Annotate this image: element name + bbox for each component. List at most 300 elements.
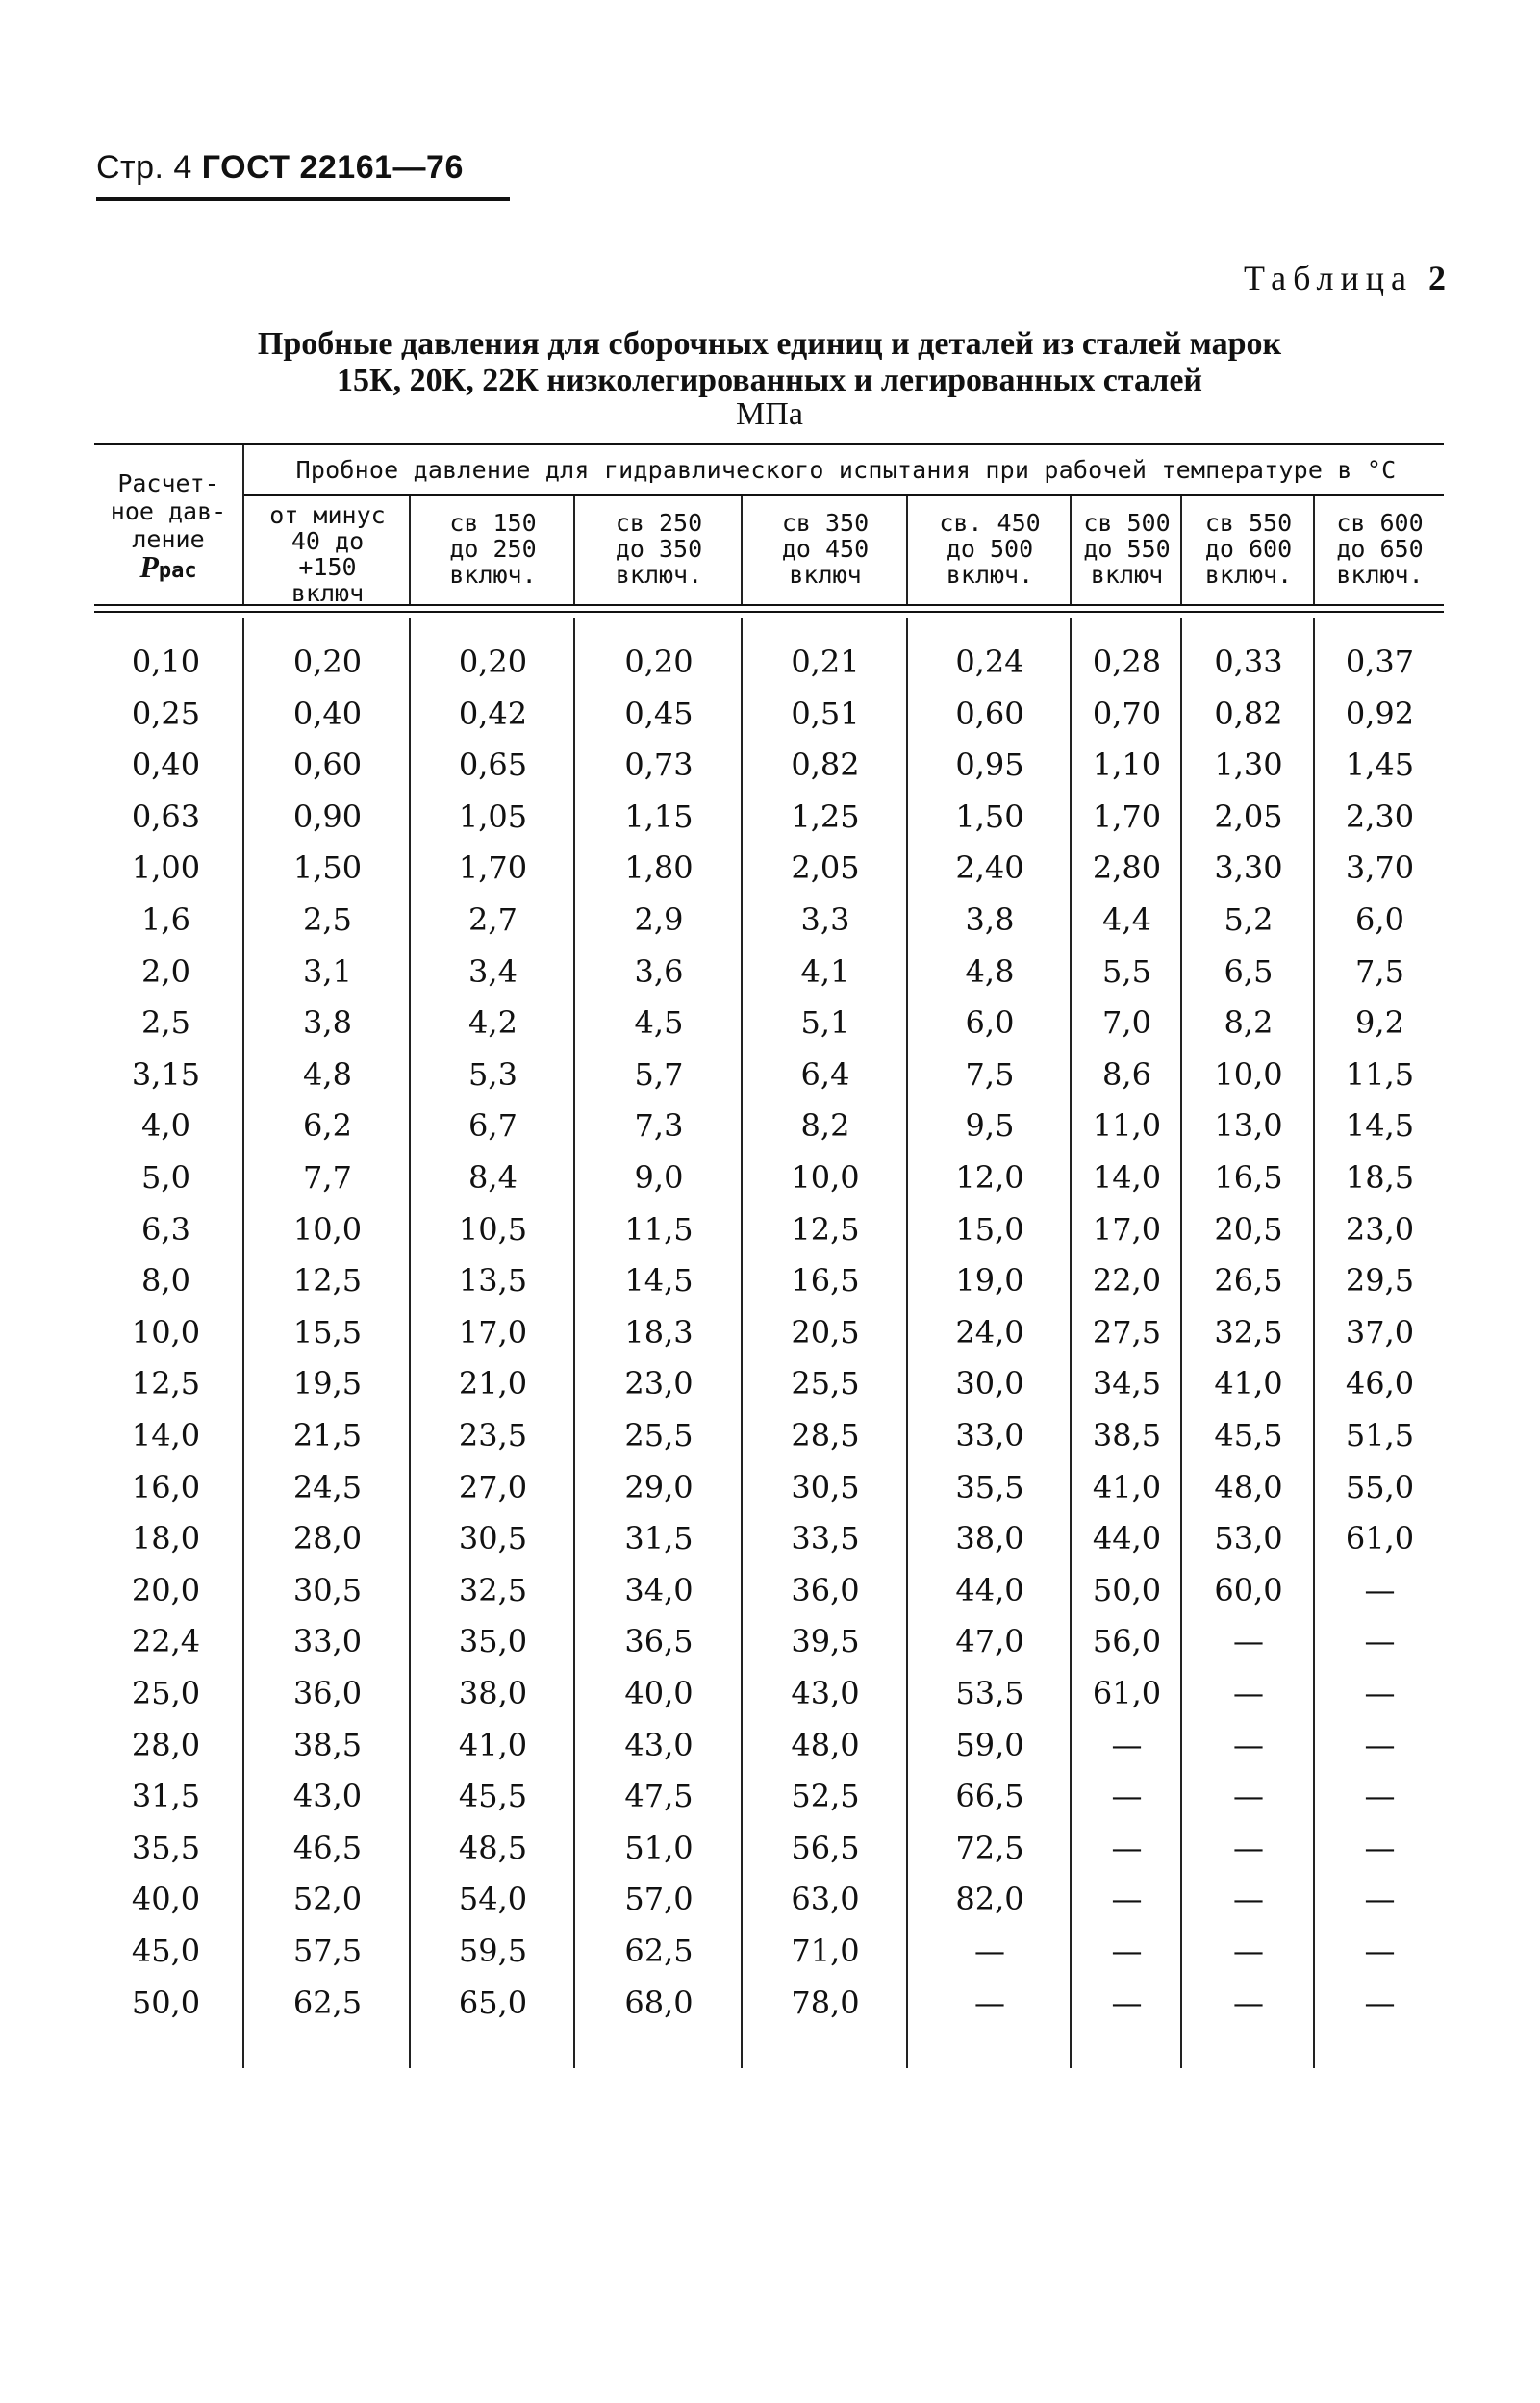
test-pressure-cell: 65,0 <box>458 1985 528 2021</box>
test-pressure-cell: — <box>1233 1985 1264 2021</box>
column-header-line: включ. <box>449 561 537 589</box>
column-divider-body <box>906 618 908 2068</box>
test-pressure-cell: 18,3 <box>624 1314 694 1351</box>
test-pressure-cell: 4,8 <box>965 953 1015 990</box>
test-pressure-cell: 50,0 <box>1092 1572 1162 1608</box>
test-pressure-cell: 31,5 <box>624 1520 694 1556</box>
test-pressure-cell: 0,90 <box>292 798 363 835</box>
test-pressure-cell: — <box>1111 1830 1143 1866</box>
column-header-line: включ <box>1090 561 1164 589</box>
test-pressure-cell: 38,5 <box>1092 1417 1162 1454</box>
test-pressure-cell: 14,5 <box>624 1262 694 1299</box>
test-pressure-cell: 9,2 <box>1355 1004 1404 1041</box>
test-pressure-cell: 7,5 <box>1355 953 1404 990</box>
test-pressure-cell: — <box>1233 1727 1264 1763</box>
table-top-rule <box>94 443 1444 445</box>
test-pressure-cell: 29,5 <box>1345 1262 1415 1299</box>
test-pressure-cell: 0,21 <box>791 644 860 680</box>
test-pressure-cell: 0,65 <box>458 746 528 783</box>
design-pressure-cell: 45,0 <box>131 1933 201 1969</box>
test-pressure-cell: 38,5 <box>292 1727 363 1763</box>
test-pressure-cell: 0,28 <box>1092 644 1162 680</box>
test-pressure-cell: 43,0 <box>791 1675 860 1711</box>
column-header-line: включ <box>290 579 365 607</box>
test-pressure-cell: — <box>1111 1881 1143 1917</box>
test-pressure-cell: 0,82 <box>791 746 860 783</box>
test-pressure-cell: 6,2 <box>303 1107 352 1144</box>
test-pressure-cell: 20,5 <box>1214 1211 1283 1248</box>
test-pressure-cell: 3,70 <box>1345 849 1415 886</box>
test-pressure-cell: 17,0 <box>1092 1211 1162 1248</box>
column-header-line: св 600 <box>1336 509 1424 537</box>
test-pressure-cell: 47,0 <box>955 1623 1024 1659</box>
test-pressure-cell: 25,5 <box>624 1417 694 1454</box>
test-pressure-cell: 2,7 <box>468 901 518 938</box>
first-col-line3: ление <box>132 525 205 553</box>
test-pressure-cell: 1,10 <box>1092 746 1162 783</box>
design-pressure-cell: 40,0 <box>131 1881 201 1917</box>
test-pressure-cell: — <box>974 1985 1005 2021</box>
design-pressure-cell: 14,0 <box>131 1417 201 1454</box>
test-pressure-cell: — <box>1233 1830 1264 1866</box>
test-pressure-cell: 6,5 <box>1224 953 1274 990</box>
design-pressure-cell: 6,3 <box>141 1211 190 1248</box>
test-pressure-cell: 3,8 <box>965 901 1015 938</box>
test-pressure-cell: — <box>1364 1572 1396 1608</box>
test-pressure-cell: 43,0 <box>624 1727 694 1763</box>
test-pressure-cell: 71,0 <box>791 1933 860 1969</box>
test-pressure-cell: 57,5 <box>292 1933 363 1969</box>
test-pressure-cell: 33,5 <box>791 1520 860 1556</box>
design-pressure-cell: 1,6 <box>141 901 190 938</box>
test-pressure-cell: 41,0 <box>458 1727 528 1763</box>
test-pressure-cell: 41,0 <box>1214 1365 1283 1402</box>
column-header-line: 40 до <box>290 527 365 555</box>
design-pressure-cell: 3,15 <box>131 1056 201 1093</box>
test-pressure-cell: 52,0 <box>292 1881 363 1917</box>
column-header <box>1317 510 1443 588</box>
header-divider <box>242 494 1444 496</box>
test-pressure-cell: — <box>1111 1933 1143 1969</box>
design-pressure-cell: 8,0 <box>141 1262 190 1299</box>
test-pressure-cell: 2,40 <box>955 849 1024 886</box>
table-title-line1: Пробные давления для сборочных единиц и деталей из сталей марок <box>257 326 1282 362</box>
test-pressure-cell: 44,0 <box>1092 1520 1162 1556</box>
design-pressure-cell: 35,5 <box>131 1830 201 1866</box>
column-header-line: включ <box>789 561 862 589</box>
test-pressure-cell: 0,51 <box>791 696 860 732</box>
test-pressure-cell: — <box>1364 1830 1396 1866</box>
column-header-line: до 600 <box>1204 535 1293 563</box>
test-pressure-cell: 41,0 <box>1092 1469 1162 1505</box>
column-header-line: до 450 <box>781 535 870 563</box>
test-pressure-cell: 62,5 <box>292 1985 363 2021</box>
test-pressure-cell: 0,82 <box>1214 696 1283 732</box>
test-pressure-cell: 8,2 <box>800 1107 850 1144</box>
test-pressure-cell: 54,0 <box>458 1881 528 1917</box>
test-pressure-cell: — <box>1111 1778 1143 1814</box>
column-divider <box>1180 496 1182 604</box>
test-pressure-cell: 8,2 <box>1224 1004 1274 1041</box>
design-pressure-cell: 4,0 <box>141 1107 190 1144</box>
test-pressure-cell: 15,5 <box>292 1314 363 1351</box>
test-pressure-cell: 0,92 <box>1345 696 1415 732</box>
test-pressure-cell: 3,30 <box>1214 849 1283 886</box>
test-pressure-cell: — <box>1233 1675 1264 1711</box>
test-pressure-cell: 2,9 <box>634 901 684 938</box>
design-pressure-cell: 18,0 <box>131 1520 201 1556</box>
test-pressure-cell: — <box>1233 1933 1264 1969</box>
test-pressure-cell: 10,0 <box>1214 1056 1283 1093</box>
test-pressure-cell: 2,05 <box>791 849 860 886</box>
table-number <box>1244 258 1446 298</box>
test-pressure-cell: 39,5 <box>791 1623 860 1659</box>
design-pressure-cell: 31,5 <box>131 1778 201 1814</box>
test-pressure-cell: 82,0 <box>955 1881 1024 1917</box>
test-pressure-cell: 7,3 <box>634 1107 684 1144</box>
page-number: Стр. 4 <box>96 149 192 186</box>
design-pressure-cell: 22,4 <box>131 1623 201 1659</box>
test-pressure-cell: 34,0 <box>624 1572 694 1608</box>
column-header-line: включ. <box>1336 561 1424 589</box>
test-pressure-cell: 0,20 <box>624 644 694 680</box>
test-pressure-cell: 3,4 <box>468 953 518 990</box>
test-pressure-cell: 5,7 <box>634 1056 684 1093</box>
test-pressure-cell: 1,70 <box>1092 798 1162 835</box>
test-pressure-cell: 1,80 <box>624 849 694 886</box>
test-pressure-cell: 10,5 <box>458 1211 528 1248</box>
pressure-symbol: P <box>139 549 159 584</box>
test-pressure-cell: 11,5 <box>624 1211 694 1248</box>
column-divider-body <box>1070 618 1072 2068</box>
column-header-line: св 350 <box>781 509 870 537</box>
test-pressure-cell: 36,0 <box>292 1675 363 1711</box>
column-divider <box>1070 496 1072 604</box>
test-pressure-cell: 33,0 <box>292 1623 363 1659</box>
column-header-line: св 550 <box>1204 509 1293 537</box>
test-pressure-cell: 43,0 <box>292 1778 363 1814</box>
test-pressure-cell: 0,40 <box>292 696 363 732</box>
test-pressure-cell: 23,5 <box>458 1417 528 1454</box>
design-pressure-cell: 25,0 <box>131 1675 201 1711</box>
column-divider-body <box>242 618 244 2068</box>
test-pressure-cell: 4,8 <box>303 1056 352 1093</box>
column-header-line: св 500 <box>1083 509 1171 537</box>
column-divider <box>409 496 411 604</box>
test-pressure-cell: 13,0 <box>1214 1107 1283 1144</box>
page-header <box>96 149 464 187</box>
test-pressure-cell: 28,5 <box>791 1417 860 1454</box>
test-pressure-cell: — <box>1364 1778 1396 1814</box>
column-divider-body <box>1180 618 1182 2068</box>
test-pressure-cell: 21,0 <box>458 1365 528 1402</box>
test-pressure-cell: 23,0 <box>1345 1211 1415 1248</box>
test-pressure-cell: 1,05 <box>458 798 528 835</box>
test-pressure-cell: 57,0 <box>624 1881 694 1917</box>
test-pressure-cell: — <box>1364 1675 1396 1711</box>
test-pressure-cell: — <box>1364 1985 1396 2021</box>
test-pressure-cell: 28,0 <box>292 1520 363 1556</box>
test-pressure-cell: 68,0 <box>624 1985 694 2021</box>
column-header <box>577 510 741 588</box>
test-pressure-cell: 12,0 <box>955 1159 1024 1196</box>
design-pressure-cell: 20,0 <box>131 1572 201 1608</box>
test-pressure-cell: — <box>1364 1623 1396 1659</box>
design-pressure-cell: 12,5 <box>131 1365 201 1402</box>
test-pressure-cell: — <box>1111 1985 1143 2021</box>
column-header-line: до 350 <box>615 535 703 563</box>
test-pressure-cell: — <box>1233 1881 1264 1917</box>
column-divider <box>906 496 908 604</box>
test-pressure-cell: 5,1 <box>800 1004 850 1041</box>
test-pressure-cell: — <box>1364 1933 1396 1969</box>
column-divider-body <box>1313 618 1315 2068</box>
test-pressure-cell: 10,0 <box>292 1211 363 1248</box>
test-pressure-cell: 60,0 <box>1214 1572 1283 1608</box>
test-pressure-cell: 1,45 <box>1345 746 1415 783</box>
column-header-line: до 550 <box>1083 535 1171 563</box>
test-pressure-cell: 62,5 <box>624 1933 694 1969</box>
test-pressure-cell: 3,6 <box>634 953 684 990</box>
test-pressure-cell: 12,5 <box>292 1262 363 1299</box>
test-pressure-cell: 56,5 <box>791 1830 860 1866</box>
test-pressure-cell: 0,73 <box>624 746 694 783</box>
test-pressure-cell: 7,5 <box>965 1056 1015 1093</box>
first-col-line1: Расчет- <box>117 469 219 497</box>
test-pressure-cell: 2,5 <box>303 901 352 938</box>
design-pressure-cell: 10,0 <box>131 1314 201 1351</box>
test-pressure-cell: 1,50 <box>292 849 363 886</box>
test-pressure-cell: 9,5 <box>965 1107 1015 1144</box>
test-pressure-cell: 0,60 <box>292 746 363 783</box>
test-pressure-cell: 27,0 <box>458 1469 528 1505</box>
design-pressure-cell: 0,10 <box>131 644 201 680</box>
column-divider <box>573 496 575 604</box>
test-pressure-cell: 38,0 <box>955 1520 1024 1556</box>
test-pressure-cell: 59,0 <box>955 1727 1024 1763</box>
test-pressure-cell: 61,0 <box>1092 1675 1162 1711</box>
column-header-line: до 500 <box>946 535 1034 563</box>
test-pressure-cell: 24,0 <box>955 1314 1024 1351</box>
test-pressure-cell: 0,37 <box>1345 644 1415 680</box>
test-pressure-cell: 2,05 <box>1214 798 1283 835</box>
test-pressure-cell: 19,5 <box>292 1365 363 1402</box>
test-pressure-cell: 48,0 <box>1214 1469 1283 1505</box>
test-pressure-cell: 46,0 <box>1345 1365 1415 1402</box>
test-pressure-cell: 8,6 <box>1102 1056 1151 1093</box>
test-pressure-cell: 11,0 <box>1092 1107 1162 1144</box>
design-pressure-cell: 50,0 <box>131 1985 201 2021</box>
header-rule <box>96 197 510 201</box>
column-header <box>246 502 409 606</box>
test-pressure-cell: 0,24 <box>955 644 1024 680</box>
column-header <box>1184 510 1313 588</box>
test-pressure-cell: 3,3 <box>800 901 850 938</box>
test-pressure-cell: 33,0 <box>955 1417 1024 1454</box>
test-pressure-cell: 6,0 <box>965 1004 1015 1041</box>
test-pressure-cell: 38,0 <box>458 1675 528 1711</box>
test-pressure-cell: 3,1 <box>303 953 352 990</box>
test-pressure-cell: 10,0 <box>791 1159 860 1196</box>
column-header-line: +150 <box>298 553 357 581</box>
test-pressure-cell: 24,5 <box>292 1469 363 1505</box>
test-pressure-cell: 30,5 <box>458 1520 528 1556</box>
test-pressure-cell: 3,8 <box>303 1004 352 1041</box>
test-pressure-cell: 4,2 <box>468 1004 518 1041</box>
test-pressure-cell: 53,5 <box>955 1675 1024 1711</box>
column-divider-body <box>409 618 411 2068</box>
column-header-line: включ. <box>1204 561 1293 589</box>
test-pressure-cell: 14,5 <box>1345 1107 1415 1144</box>
test-pressure-cell: 13,5 <box>458 1262 528 1299</box>
design-pressure-cell: 5,0 <box>141 1159 190 1196</box>
design-pressure-cell: 2,5 <box>141 1004 190 1041</box>
test-pressure-cell: 47,5 <box>624 1778 694 1814</box>
test-pressure-cell: 36,5 <box>624 1623 694 1659</box>
test-pressure-cell: 4,5 <box>634 1004 684 1041</box>
column-header <box>745 510 906 588</box>
test-pressure-cell: — <box>1233 1623 1264 1659</box>
test-pressure-cell: 5,2 <box>1224 901 1274 938</box>
test-pressure-cell: 0,33 <box>1214 644 1283 680</box>
test-pressure-cell: 46,5 <box>292 1830 363 1866</box>
test-pressure-cell: 16,5 <box>1214 1159 1283 1196</box>
test-pressure-cell: 16,5 <box>791 1262 860 1299</box>
temperature-span-header: Пробное давление для гидравлического испытания при рабочей температуре в °С <box>295 456 1397 484</box>
test-pressure-cell: 35,5 <box>955 1469 1024 1505</box>
column-header <box>413 510 573 588</box>
test-pressure-cell: 0,45 <box>624 696 694 732</box>
test-pressure-cell: 18,5 <box>1345 1159 1415 1196</box>
design-pressure-cell: 0,63 <box>131 798 201 835</box>
test-pressure-cell: 0,20 <box>292 644 363 680</box>
test-pressure-cell: 1,25 <box>791 798 860 835</box>
design-pressure-cell: 28,0 <box>131 1727 201 1763</box>
test-pressure-cell: 78,0 <box>791 1985 860 2021</box>
test-pressure-cell: 36,0 <box>791 1572 860 1608</box>
test-pressure-cell: 53,0 <box>1214 1520 1283 1556</box>
test-pressure-cell: — <box>1111 1727 1143 1763</box>
test-pressure-cell: 40,0 <box>624 1675 694 1711</box>
test-pressure-cell: 6,0 <box>1355 901 1404 938</box>
test-pressure-cell: 2,30 <box>1345 798 1415 835</box>
design-pressure-cell: 2,0 <box>141 953 190 990</box>
column-header-line: от минус <box>269 501 386 529</box>
test-pressure-cell: 11,5 <box>1345 1056 1415 1093</box>
test-pressure-cell: 61,0 <box>1345 1520 1415 1556</box>
test-pressure-cell: — <box>1364 1881 1396 1917</box>
test-pressure-cell: 2,80 <box>1092 849 1162 886</box>
test-pressure-cell: 32,5 <box>458 1572 528 1608</box>
column-header <box>1073 510 1180 588</box>
test-pressure-cell: 52,5 <box>791 1778 860 1814</box>
test-pressure-cell: 72,5 <box>955 1830 1024 1866</box>
table-number-value: 2 <box>1428 259 1446 297</box>
design-pressure-cell: 16,0 <box>131 1469 201 1505</box>
first-col-line2: ное дав- <box>110 497 227 525</box>
table-label: Таблица <box>1244 259 1413 297</box>
test-pressure-cell: 30,0 <box>955 1365 1024 1402</box>
pressure-subscript: рас <box>158 559 197 583</box>
test-pressure-cell: 5,3 <box>468 1056 518 1093</box>
test-pressure-cell: 51,0 <box>624 1830 694 1866</box>
design-pressure-cell: 0,40 <box>131 746 201 783</box>
column-header-line: до 250 <box>449 535 537 563</box>
test-pressure-cell: 5,5 <box>1102 953 1151 990</box>
test-pressure-cell: 66,5 <box>955 1778 1024 1814</box>
design-pressure-cell: 1,00 <box>131 849 201 886</box>
test-pressure-cell: 56,0 <box>1092 1623 1162 1659</box>
test-pressure-cell: 51,5 <box>1345 1417 1415 1454</box>
test-pressure-cell: — <box>1233 1778 1264 1814</box>
column-header-line: св 150 <box>449 509 537 537</box>
test-pressure-cell: 15,0 <box>955 1211 1024 1248</box>
test-pressure-cell: 23,0 <box>624 1365 694 1402</box>
column-divider <box>242 445 244 604</box>
column-header-line: включ. <box>946 561 1034 589</box>
column-header-line: включ. <box>615 561 703 589</box>
test-pressure-cell: 1,15 <box>624 798 694 835</box>
test-pressure-cell: 1,30 <box>1214 746 1283 783</box>
test-pressure-cell: — <box>1364 1727 1396 1763</box>
table-unit: МПа <box>736 396 803 432</box>
test-pressure-cell: 0,20 <box>458 644 528 680</box>
column-divider <box>741 496 743 604</box>
test-pressure-cell: 29,0 <box>624 1469 694 1505</box>
column-header-line: св. 450 <box>939 509 1041 537</box>
test-pressure-cell: 45,5 <box>1214 1417 1283 1454</box>
test-pressure-cell: 44,0 <box>955 1572 1024 1608</box>
test-pressure-cell: 48,0 <box>791 1727 860 1763</box>
test-pressure-cell: — <box>974 1933 1005 1969</box>
test-pressure-cell: 6,4 <box>800 1056 850 1093</box>
test-pressure-cell: 1,50 <box>955 798 1024 835</box>
test-pressure-cell: 27,5 <box>1092 1314 1162 1351</box>
test-pressure-cell: 4,1 <box>800 953 850 990</box>
test-pressure-cell: 8,4 <box>468 1159 518 1196</box>
test-pressure-cell: 1,70 <box>458 849 528 886</box>
test-pressure-cell: 25,5 <box>791 1365 860 1402</box>
test-pressure-cell: 17,0 <box>458 1314 528 1351</box>
test-pressure-cell: 22,0 <box>1092 1262 1162 1299</box>
column-divider <box>1313 496 1315 604</box>
test-pressure-cell: 59,5 <box>458 1933 528 1969</box>
test-pressure-cell: 0,95 <box>955 746 1024 783</box>
test-pressure-cell: 19,0 <box>955 1262 1024 1299</box>
test-pressure-cell: 30,5 <box>791 1469 860 1505</box>
test-pressure-cell: 4,4 <box>1102 901 1151 938</box>
test-pressure-cell: 37,0 <box>1345 1314 1415 1351</box>
test-pressure-cell: 32,5 <box>1214 1314 1283 1351</box>
test-pressure-cell: 7,7 <box>303 1159 352 1196</box>
test-pressure-cell: 20,5 <box>791 1314 860 1351</box>
header-bottom-rule-2 <box>94 611 1444 613</box>
column-divider-body <box>573 618 575 2068</box>
test-pressure-cell: 45,5 <box>458 1778 528 1814</box>
standard-code: ГОСТ 22161—76 <box>201 149 464 186</box>
test-pressure-cell: 14,0 <box>1092 1159 1162 1196</box>
test-pressure-cell: 21,5 <box>292 1417 363 1454</box>
first-column-header <box>96 469 240 585</box>
test-pressure-cell: 0,60 <box>955 696 1024 732</box>
test-pressure-cell: 7,0 <box>1102 1004 1151 1041</box>
column-header-line: до 650 <box>1336 535 1424 563</box>
test-pressure-cell: 26,5 <box>1214 1262 1283 1299</box>
column-divider-body <box>741 618 743 2068</box>
test-pressure-cell: 35,0 <box>458 1623 528 1659</box>
table-title-line2: 15К, 20К, 22К низколегированных и легированных сталей <box>336 363 1203 398</box>
test-pressure-cell: 0,42 <box>458 696 528 732</box>
